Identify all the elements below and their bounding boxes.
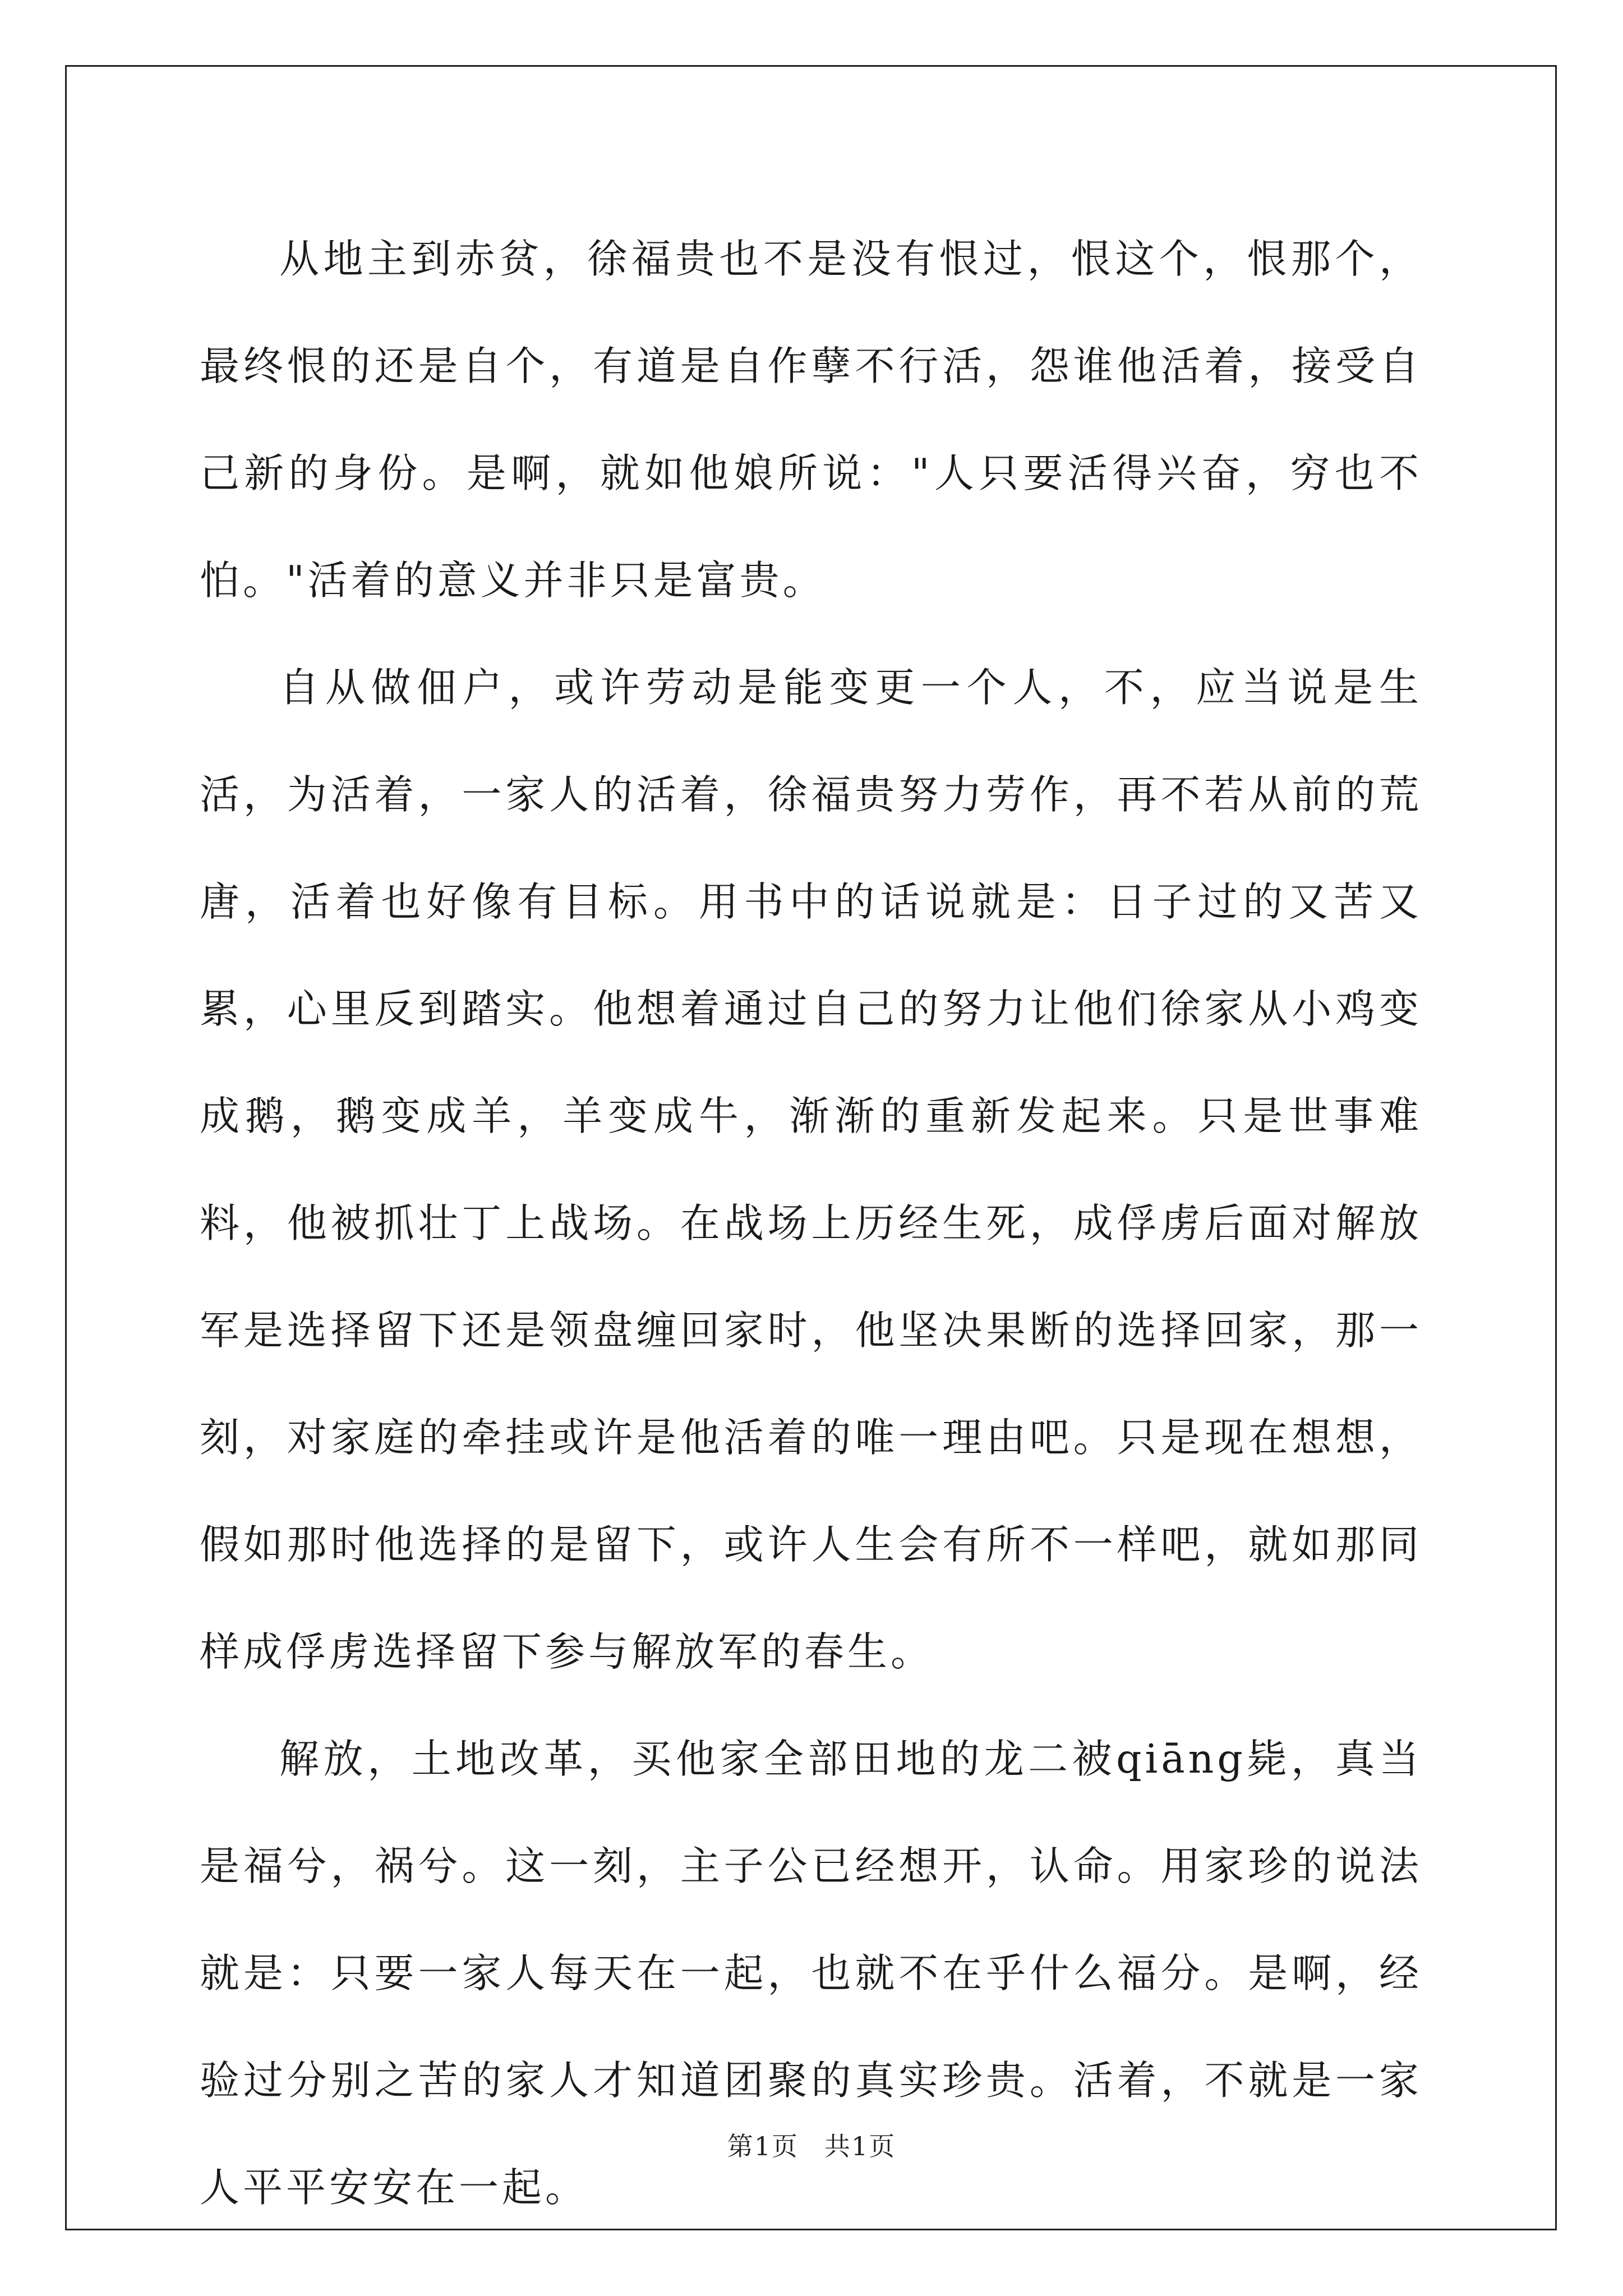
document-body	[200, 205, 1422, 2241]
page-total: 共1页	[824, 2131, 896, 2161]
page-footer	[0, 2126, 1623, 2163]
paragraph-1: 从地主到赤贫，徐福贵也不是没有恨过，恨这个，恨那个，最终恨的还是自个，有道是自作孽不行活，怨谁他活着，接受自己新的身份。是啊，就如他娘所说："人只要活得兴奋，穷也不怕。"活着的意义并非只是富贵。	[200, 236, 1422, 604]
paragraph-2: 自从做佃户，或许劳动是能变更一个人，不，应当说是生活，为活着，一家人的活着，徐福贵努力劳作，再不若从前的荒唐，活着也好像有目标。用书中的话说就是：日子过的又苦又累，心里反到踏实。他想着通过自己的努力让他们徐家从小鸡变成鹅，鹅变成羊，羊变成牛，渐渐的重新发起来。只是世事难料，他被抓壮丁上战场。在战场上历经生死，成俘虏后面对解放军是选择留下还是领盘缠回家时，他坚决果断的选择回家，那一刻，对家庭的牵挂或许是他活着的唯一理由吧。只是现在想想，假如那时他选择的是留下，或许人生会有所不一样吧，就如那同样成俘虏选择留下参与解放军的春生。	[200, 664, 1422, 1675]
page-number: 第1页	[727, 2131, 799, 2161]
paragraph-3: 解放，土地改革，买他家全部田地的龙二被qiāng毙，真当是福兮，祸兮。这一刻，主子公已经想开，认命。用家珍的说法就是：只要一家人每天在一起，也就不在乎什么福分。是啊，经验过分别之苦的家人才知道团聚的真实珍贵。活着，不就是一家人平平安安在一起。	[200, 1736, 1422, 2211]
